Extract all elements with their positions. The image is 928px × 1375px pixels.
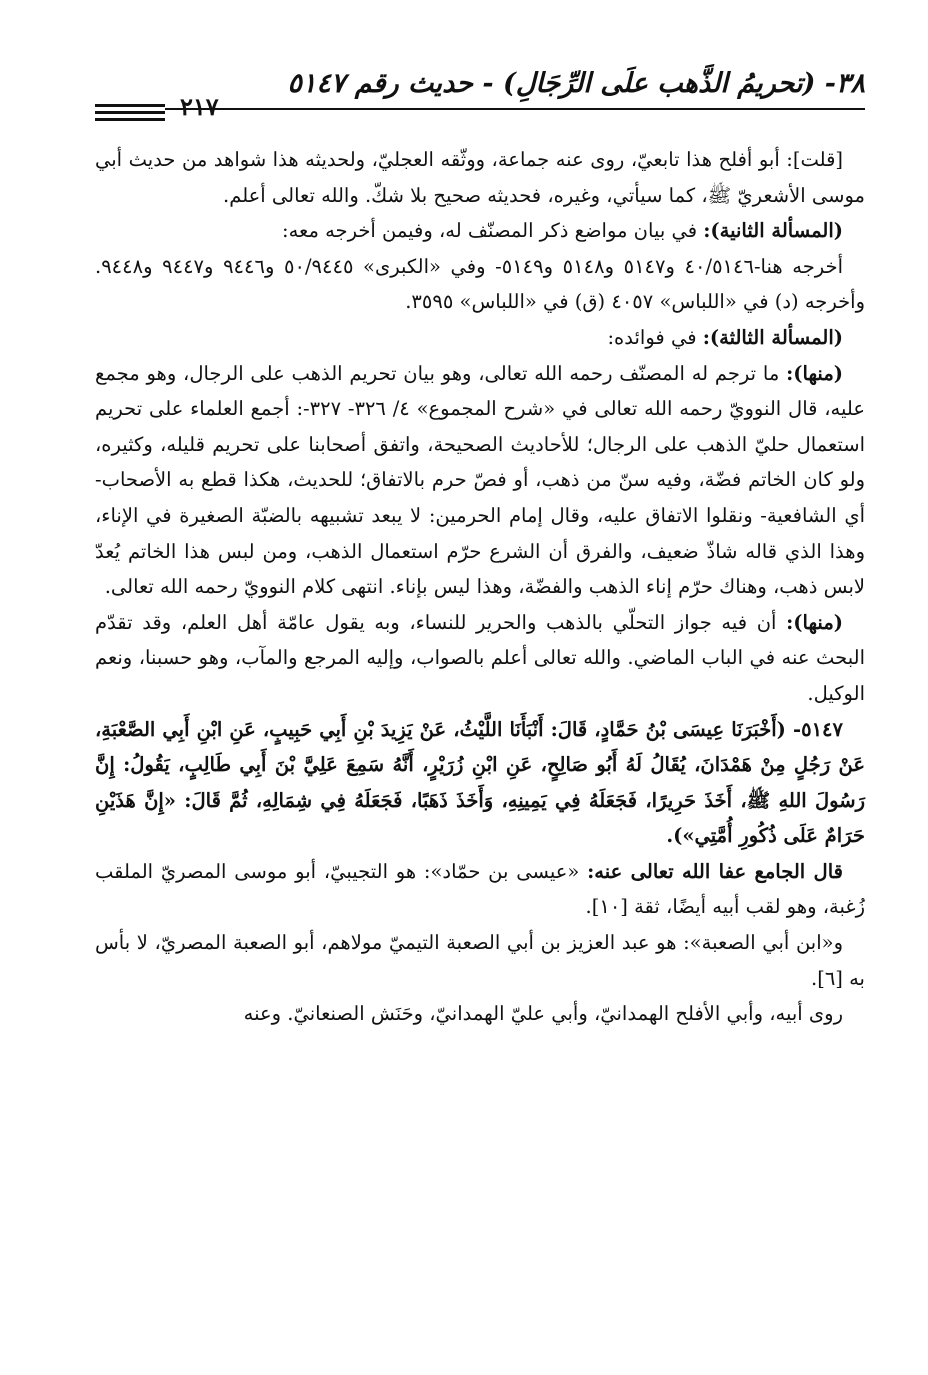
- hadith-body: ٥١٤٧- (أَخْبَرَنَا عِيسَى بْنُ حَمَّادٍ، قَالَ: أَنْبَأَنَا اللَّيْثُ، عَنْ يَزِيدَ بْنِ أَبِي حَبِيبٍ، عَنِ ابْنِ أَبِي الصَّعْبَةِ، عَنْ رَجُلٍ مِنْ هَمْدَانَ، يُقَالُ لَهُ أَبُو صَالِحٍ، عَنِ ابْنِ زُرَيْرٍ، أَنَّهُ سَمِعَ عَلِيَّ بْنَ أَبِي طَالِبٍ، يَقُولُ: إِنَّ رَسُولَ اللهِ ﷺ، أَخَذَ حَرِيرًا، فَجَعَلَهُ فِي يَمِينِهِ، وَأَخَذَ ذَهَبًا، فَجَعَلَهُ فِي شِمَالِهِ، ثُمَّ قَالَ: «إِنَّ هَذَيْنِ حَرَامٌ عَلَى ذُكُورِ أُمَّتِي»).: [95, 717, 865, 848]
- page-header: [95, 68, 865, 124]
- paragraph-text: [قلت]: أبو أفلح هذا تابعيّ، روى عنه جماعة، ووثّقه العجليّ، ولحديثه هذا شواهد من حديث أبي موسى الأشعريّ ﷺ، كما سيأتي، وغيره، فحديثه صحيح بلا شكّ. والله تعالى أعلم.: [95, 148, 865, 207]
- paragraph-text: و«ابن أبي الصعبة»: هو عبد العزيز بن أبي الصعبة التيميّ مولاهم، أبو الصعبة المصريّ، لا بأس به [٦].: [95, 931, 865, 990]
- paragraph: [95, 213, 865, 249]
- chapter-title: ٣٨- (تحريمُ الذَّهب علَى الرِّجَالِ) - حديث رقم ٥١٤٧: [287, 68, 865, 99]
- benefit-label: (منها):: [786, 610, 843, 634]
- paragraph-text: في فوائده:: [607, 325, 703, 349]
- paragraph: [95, 996, 865, 1032]
- paragraph: [95, 320, 865, 356]
- paragraph: [95, 356, 865, 605]
- paragraph-text: أخرجه هنا-٤٠/٥١٤٦ و٥١٤٧ و٥١٤٨ و٥١٤٩- وفي «الكبرى» ٥٠/٩٤٤٥ و٩٤٤٦ و٩٤٤٧ و٩٤٤٨. وأخرجه (د) في «اللباس» ٤٠٥٧ (ق) في «اللباس» ٣٥٩٥.: [95, 254, 865, 314]
- benefit-label: (منها):: [786, 361, 843, 385]
- page-number: ٢١٧: [180, 92, 219, 121]
- page-body: [95, 142, 865, 1032]
- compiler-note-label: قال الجامع عفا الله تعالى عنه:: [587, 859, 843, 883]
- paragraph: [95, 925, 865, 996]
- paragraph-text: «عيسى بن حمّاد»: هو التجيبيّ، أبو موسى المصريّ الملقب زُغبة، وهو لقب أبيه أيضًا، ثقة [١٠].: [95, 859, 865, 919]
- paragraph-text: روى أبيه، وأبي الأفلح الهمدانيّ، وأبي عليّ الهمدانيّ، وحَنَش الصنعانيّ. وعنه: [243, 1002, 843, 1026]
- paragraph-text: أن فيه جواز التحلّي بالذهب والحرير للنساء، وبه يقول عامّة أهل العلم، وقد تقدّم البحث عنه في الباب الماضي. والله تعالى أعلم بالصواب، وإليه المرجع والمآب، وهو حسبنا، ونعم الوكيل.: [95, 610, 865, 705]
- paragraph: [95, 854, 865, 925]
- hadith-text: [95, 712, 865, 854]
- section-heading: (المسألة الثالثة):: [702, 325, 843, 349]
- paragraph: [95, 605, 865, 712]
- section-heading: (المسألة الثانية):: [703, 219, 843, 243]
- paragraph-text: في بيان مواضع ذكر المصنّف له، وفيمن أخرجه معه:: [282, 219, 704, 243]
- paragraph: [95, 142, 865, 213]
- paragraph-text: ما ترجم له المصنّف رحمه الله تعالى، وهو بيان تحريم الذهب على الرجال، وهو مجمع عليه، قال النوويّ رحمه الله تعالى في «شرح المجموع» ٤/ ٣٢٦- ٣٢٧-: أجمع العلماء على تحريم استعمال حليّ الذهب على الرجال؛ للأحاديث الصحيحة، واتفق أصحابنا على تحريم قليله، وكثيره، ولو كان الخاتم فضّة، وفيه سنّ من ذهب، أو فصّ حرم بالاتفاق؛ للحديث، هكذا قطع به الأصحاب- أي الشافعية- ونقلوا الاتفاق عليه، وقال إمام الحرمين: لا يبعد تشبيهه بالضبّة الصغيرة في الإناء، وهذا الذي قاله شاذّ ضعيف، والفرق أن الشرع حرّم استعمال الذهب، ومن لبس هذا الخاتم يُعدّ لابس ذهب، وهناك حرّم إناء الذهب والفضّة، وهذا ليس بإناء. انتهى كلام النوويّ رحمه الله تعالى.: [95, 361, 865, 599]
- header-rule: [165, 108, 865, 110]
- paragraph: [95, 249, 865, 320]
- page-number-rules: [95, 104, 165, 125]
